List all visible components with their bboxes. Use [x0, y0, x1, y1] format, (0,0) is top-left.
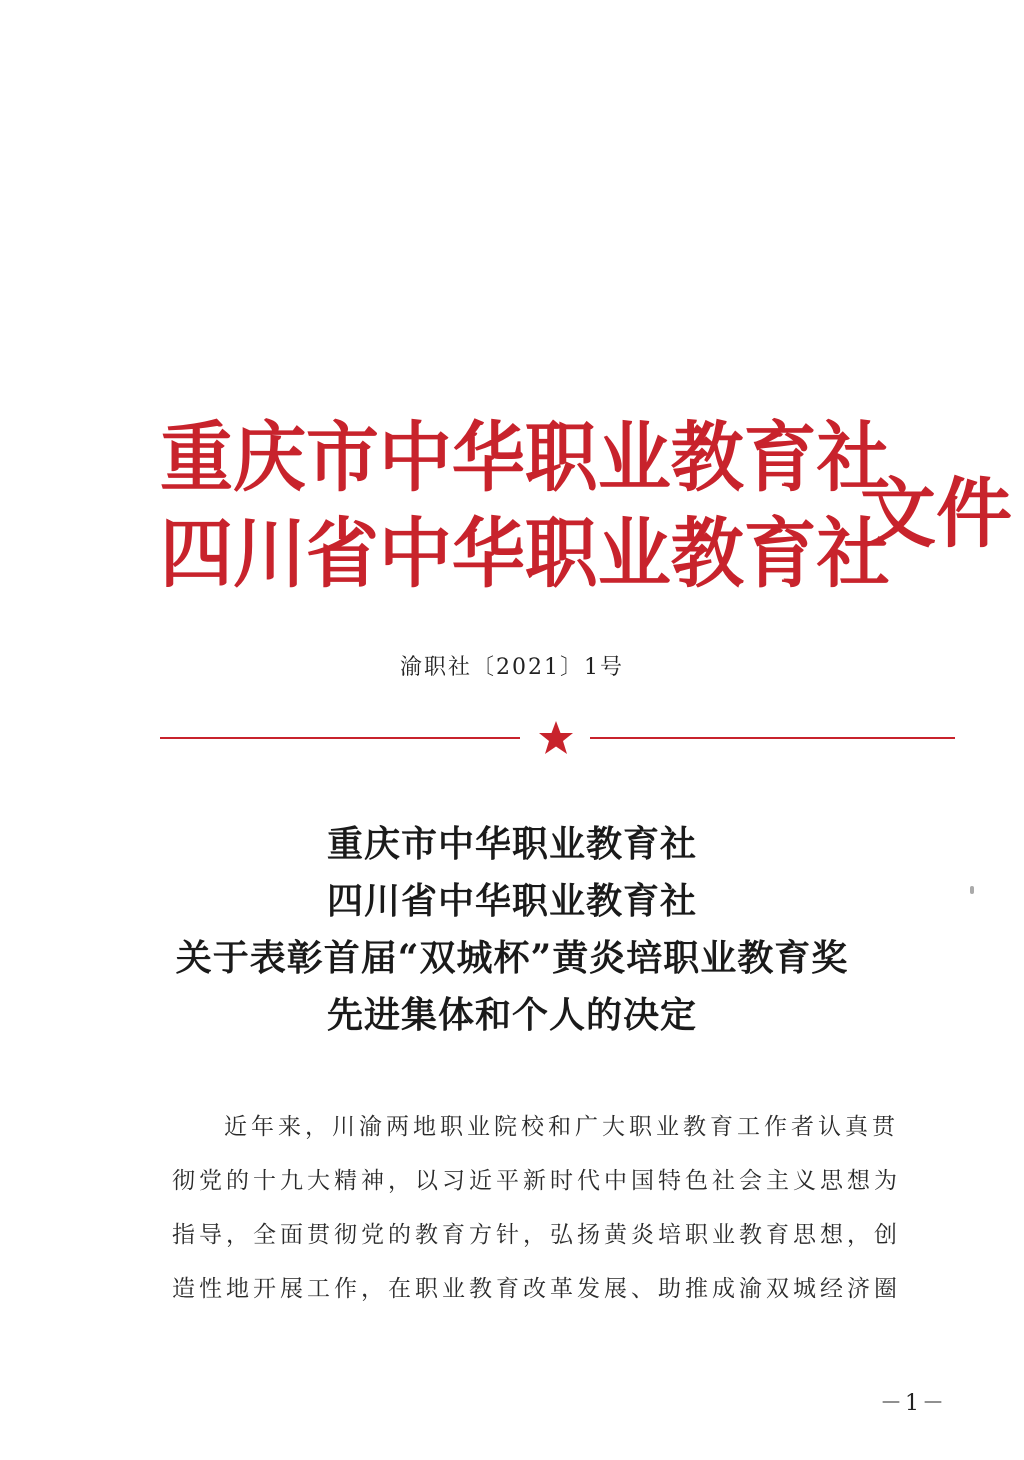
scan-speck — [970, 886, 974, 894]
body-paragraph — [172, 1100, 932, 1316]
body-line: 造性地开展工作，在职业教育改革发展、助推成渝双城经济圈 — [172, 1276, 901, 1302]
document-number: 渝职社〔2021〕1号 — [400, 655, 624, 680]
red-header-masthead — [160, 410, 1012, 630]
body-line: 近年来，川渝两地职业院校和广大职业教育工作者认真贯 — [224, 1114, 899, 1140]
document-title — [0, 816, 1024, 1044]
org-name-chongqing: 重庆市中华职业教育社 — [160, 413, 890, 502]
body-line: 指导，全面贯彻党的教育方针，弘扬黄炎培职业教育思想，创 — [172, 1222, 901, 1248]
page-number: －1－ — [880, 1391, 947, 1416]
body-line: 彻党的十九大精神，以习近平新时代中国特色社会主义思想为 — [172, 1168, 901, 1194]
org-name-sichuan: 四川省中华职业教育社 — [160, 509, 890, 598]
red-divider-right — [590, 737, 955, 739]
title-line: 四川省中华职业教育社 — [326, 880, 697, 922]
title-line: 先进集体和个人的决定 — [326, 994, 697, 1036]
title-line: 关于表彰首届“双城杯”黄炎培职业教育奖 — [175, 937, 849, 979]
red-star-icon — [536, 718, 576, 758]
document-type-label: 文件 — [860, 469, 1012, 558]
red-divider-left — [160, 737, 520, 739]
title-line: 重庆市中华职业教育社 — [326, 823, 697, 865]
issuing-organizations — [160, 410, 920, 602]
